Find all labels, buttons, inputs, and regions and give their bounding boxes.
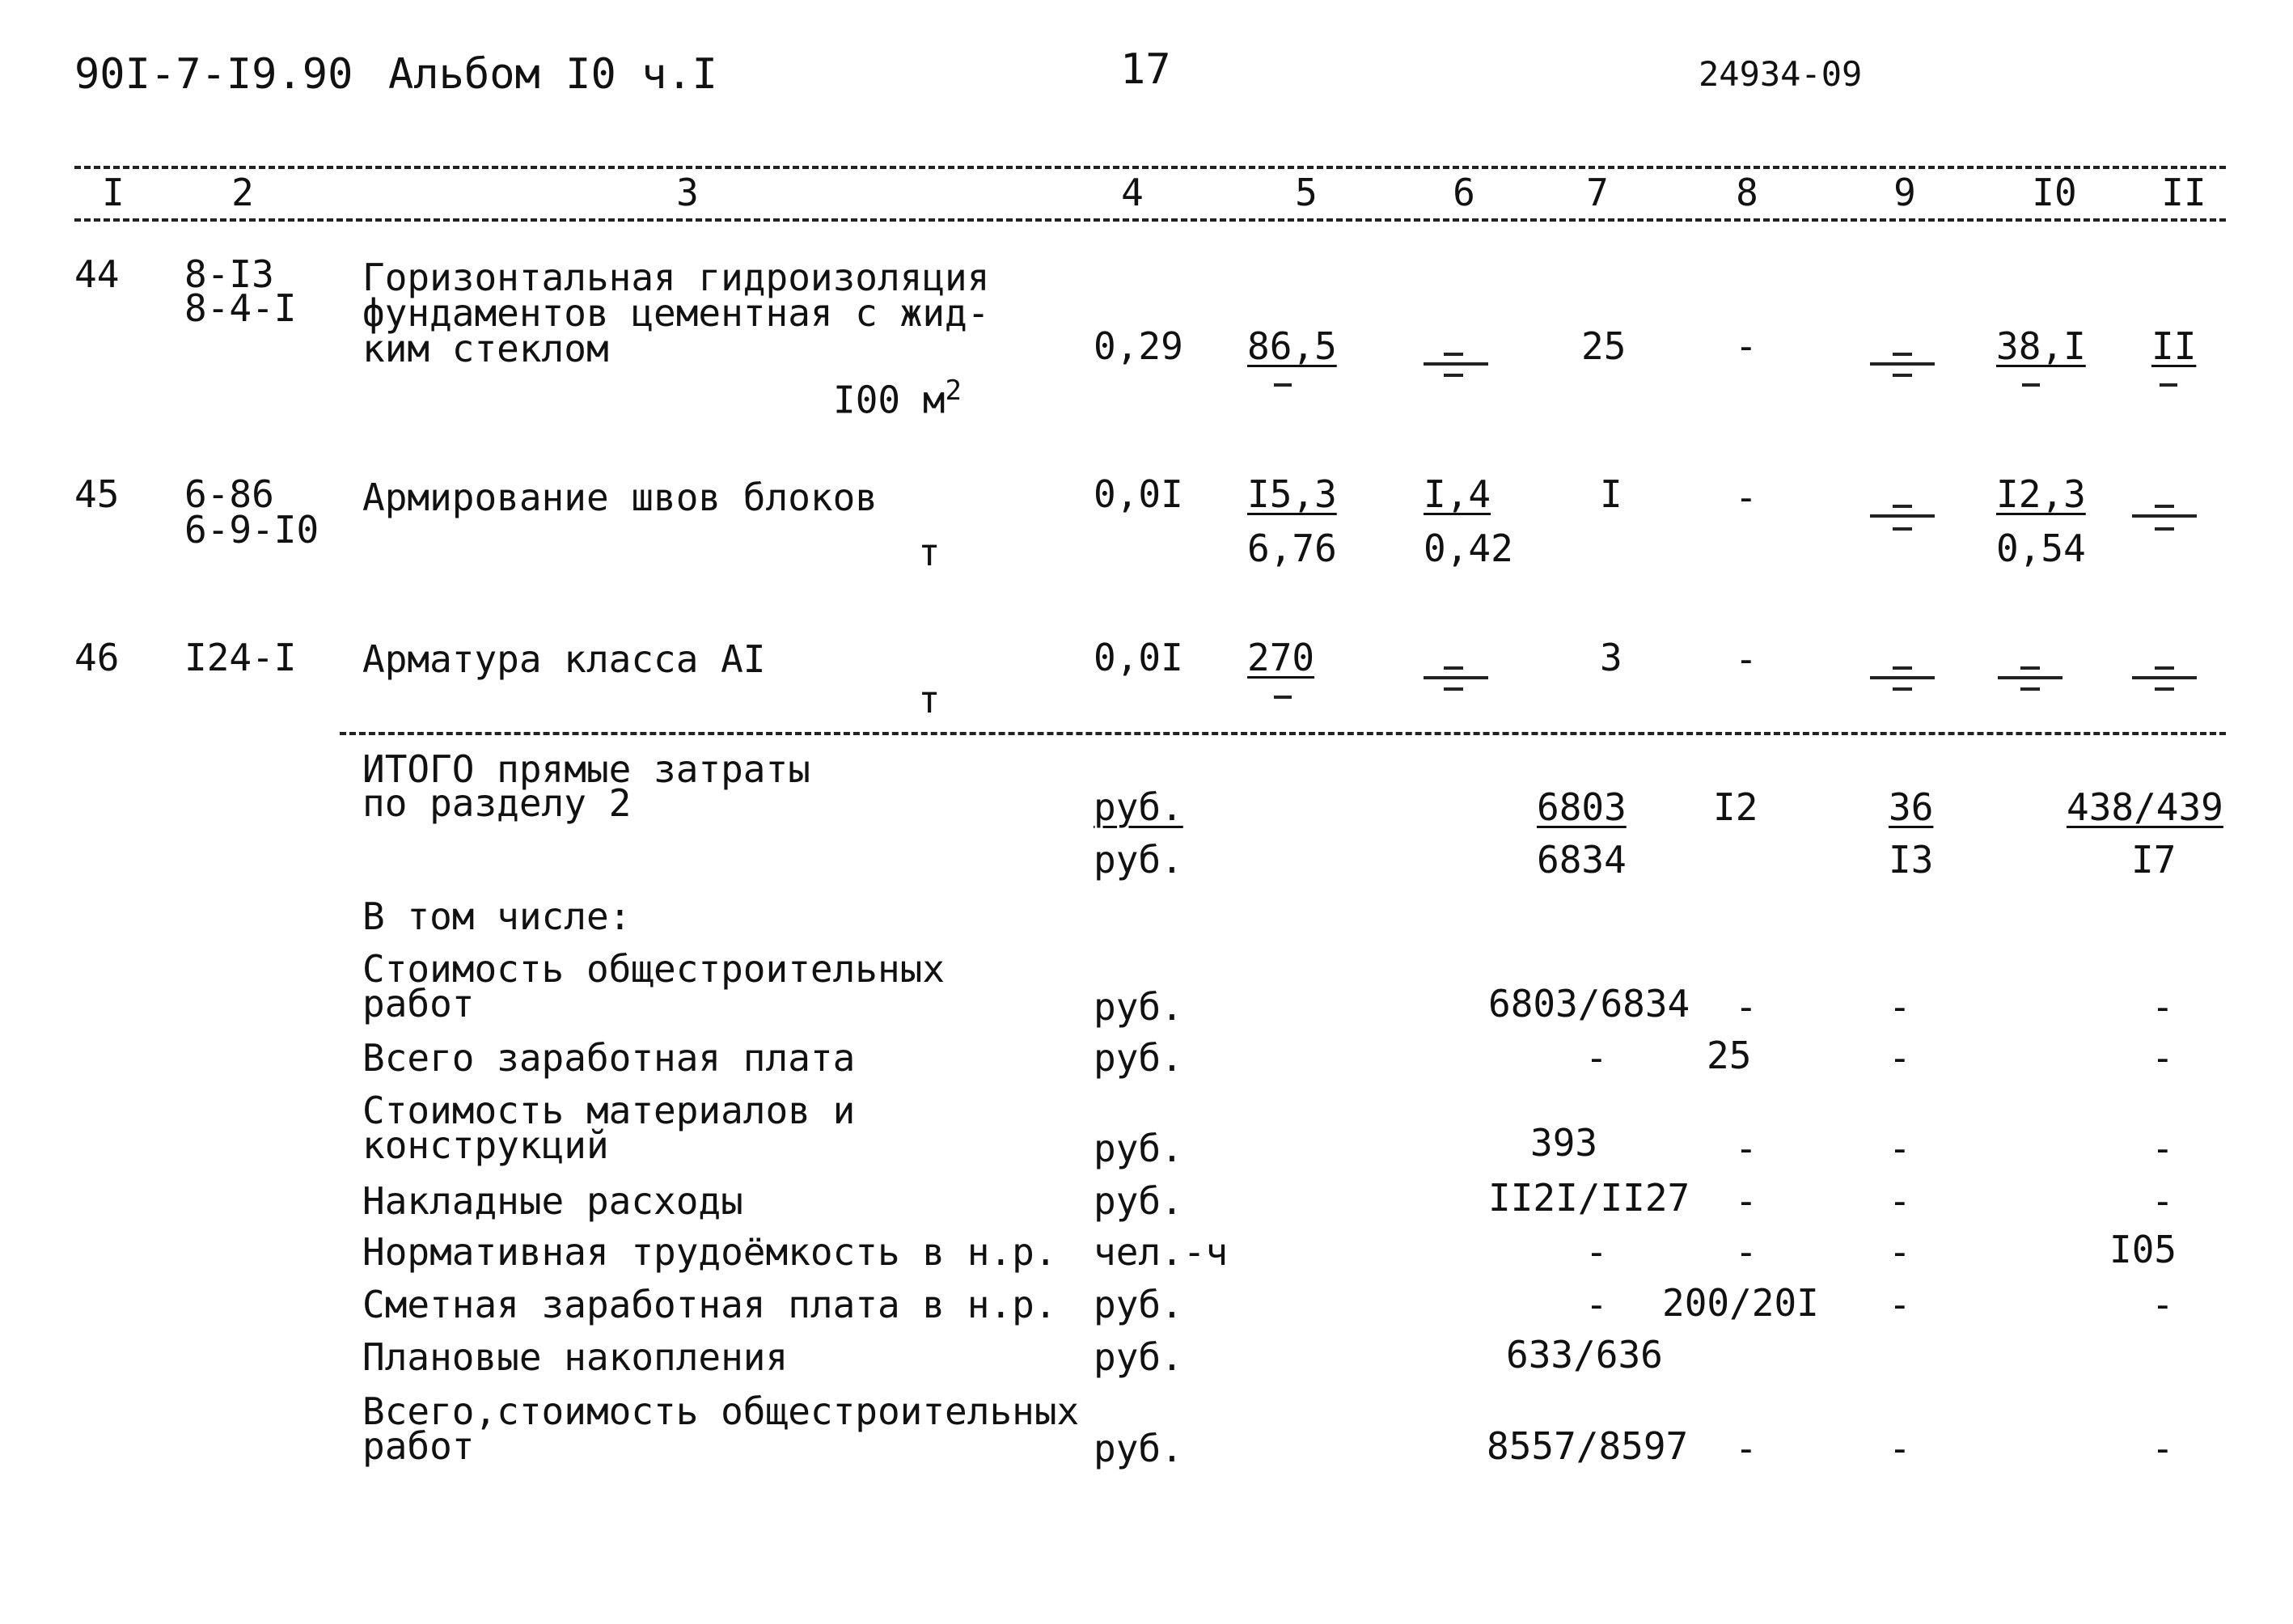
breakdown-col11: - [2151, 1427, 2174, 1470]
total-col7-value: 6803 [1537, 785, 1627, 829]
breakdown-unit: руб. [1094, 1036, 1183, 1080]
col4-value: 0,0I [1094, 636, 1183, 679]
col9-fraction-line [1870, 362, 1935, 366]
breakdown-col11: - [2151, 985, 2174, 1029]
column-header-6: 6 [1453, 171, 1475, 214]
col7-value: 25 [1581, 324, 1627, 368]
breakdown-label: Стоимость материалов и [362, 1089, 856, 1132]
column-header-11: II [2161, 171, 2206, 214]
col9-dash [1893, 666, 1912, 670]
breakdown-col8: - [1735, 1127, 1758, 1170]
col8-value: - [1735, 324, 1758, 368]
col8-value: - [1735, 476, 1758, 519]
col10-value: I2,3 [1996, 472, 2086, 516]
breakdown-label: Всего,стоимость общестроительных [362, 1389, 1080, 1433]
col6-second-value: 0,42 [1424, 527, 1513, 570]
col11-fraction-line [2132, 514, 2197, 518]
row-description: фундаментов цементная с жид- [362, 291, 990, 335]
col11-dash [2155, 666, 2174, 670]
breakdown-col11: - [2151, 1179, 2174, 1223]
breakdown-col9: - [1889, 1036, 1911, 1080]
col7-value: I [1600, 472, 1622, 516]
row-description: ким стеклом [362, 327, 609, 370]
row-description: Горизонтальная гидроизоляция [362, 256, 990, 299]
breakdown-col8: - [1735, 1230, 1758, 1274]
col4-value: 0,0I [1094, 472, 1183, 516]
total-col7-second-value: 6834 [1537, 838, 1627, 882]
breakdown-col9: - [1889, 1283, 1911, 1326]
col10-fraction-line [1998, 676, 2062, 679]
row-unit: т [918, 678, 941, 721]
breakdown-label: Сметная заработная плата в н.р. [362, 1283, 1057, 1326]
column-header-8: 8 [1736, 171, 1758, 214]
total-unit: руб. [1094, 838, 1183, 882]
breakdown-unit: руб. [1094, 1283, 1183, 1326]
col5-value: 86,5 [1247, 324, 1337, 368]
col8-value: - [1735, 637, 1758, 681]
col9-denominator-dash [1893, 687, 1912, 691]
column-header-3: 3 [676, 171, 699, 214]
column-header-9: 9 [1893, 171, 1916, 214]
col5-value: 270 [1247, 636, 1315, 679]
breakdown-label: конструкций [362, 1123, 609, 1167]
col5-denominator-dash [1274, 383, 1292, 387]
breakdown-col9: - [1889, 1427, 1911, 1470]
column-header-1: I [102, 171, 125, 214]
breakdown-col11: - [2151, 1283, 2174, 1326]
column-header-7: 7 [1586, 171, 1609, 214]
col9-dash [1893, 505, 1912, 508]
breakdown-col7: 8557/8597 [1487, 1424, 1689, 1468]
col10-second-value: 0,54 [1996, 527, 2086, 570]
col10-denominator-dash [2022, 383, 2040, 387]
breakdown-unit: чел.-ч [1094, 1230, 1229, 1274]
col6-dash [1444, 353, 1463, 356]
total-col9-value: 36 [1889, 785, 1934, 829]
row-number: 46 [74, 636, 120, 679]
breakdown-col9: - [1889, 1230, 1911, 1274]
col10-value: 38,I [1996, 324, 2086, 368]
total-label: ИТОГО прямые затраты [362, 747, 810, 791]
breakdown-col9: - [1889, 985, 1911, 1029]
breakdown-col8: - [1735, 1427, 1758, 1470]
row-unit: т [918, 531, 941, 574]
total-col8-value: I2 [1713, 785, 1758, 829]
breakdown-col8: - [1735, 1179, 1758, 1223]
header-bottom-rule [74, 218, 2226, 222]
col11-denominator-dash [2160, 383, 2177, 387]
breakdown-label: работ [362, 982, 475, 1026]
breakdown-label: Плановые накопления [362, 1335, 789, 1379]
row-code: 8-I3 [184, 252, 274, 296]
row-number: 44 [74, 252, 120, 296]
row-description: Армирование швов блоков [362, 476, 878, 519]
breakdown-unit: руб. [1094, 1127, 1183, 1170]
row-code: I24-I [184, 636, 297, 679]
col9-denominator-dash [1893, 374, 1912, 377]
breakdown-col11: - [2151, 1036, 2174, 1080]
breakdown-col11: I05 [2109, 1228, 2177, 1271]
row-number: 45 [74, 472, 120, 516]
col6-value: I,4 [1424, 472, 1491, 516]
breakdown-col11: - [2151, 1127, 2174, 1170]
total-col9-second-value: I3 [1889, 838, 1934, 882]
breakdown-unit: руб. [1094, 1427, 1183, 1470]
breakdown-unit: руб. [1094, 1179, 1183, 1223]
column-header-5: 5 [1295, 171, 1318, 214]
col6-denominator-dash [1444, 374, 1463, 377]
column-header-4: 4 [1121, 171, 1144, 214]
column-header-2: 2 [231, 171, 254, 214]
breakdown-col7: - [1585, 1230, 1608, 1274]
breakdown-col9: - [1889, 1179, 1911, 1223]
header-top-rule [74, 166, 2226, 169]
breakdown-col7: 393 [1530, 1121, 1598, 1165]
col5-denominator-dash [1274, 696, 1292, 699]
page-number: 17 [1120, 45, 1171, 94]
col4-value: 0,29 [1094, 324, 1183, 368]
col5-value: I5,3 [1247, 472, 1337, 516]
breakdown-col7: - [1585, 1036, 1608, 1080]
archive-stamp: 24934-09 [1699, 54, 1863, 94]
breakdown-label: работ [362, 1424, 475, 1468]
breakdown-col7: 6803/6834 [1488, 982, 1690, 1026]
total-label: по разделу 2 [362, 781, 632, 825]
breakdown-col8: - [1735, 985, 1758, 1029]
totals-separator [340, 732, 2226, 735]
breakdown-col7: - [1585, 1283, 1608, 1326]
total-col11-value: 438/439 [2067, 785, 2223, 829]
total-col11-second-value: I7 [2131, 838, 2177, 882]
col11-denominator-dash [2155, 687, 2174, 691]
breakdown-col9: - [1889, 1127, 1911, 1170]
col5-second-value: 6,76 [1247, 527, 1337, 570]
col11-dash [2155, 505, 2174, 508]
row-code: 8-4-I [184, 286, 297, 330]
total-unit: руб. [1094, 785, 1183, 829]
breakdown-col8: 200/20I [1662, 1281, 1819, 1325]
row-code: 6-9-I0 [184, 508, 319, 552]
col11-value: II [2151, 324, 2197, 368]
breakdown-label: Всего заработная плата [362, 1036, 856, 1080]
breakdown-col7: 633/636 [1506, 1333, 1663, 1377]
row-unit: I00 $м^2$ [833, 374, 962, 422]
breakdown-col8: 25 [1707, 1034, 1752, 1077]
breakdown-unit: руб. [1094, 1335, 1183, 1379]
document-code: 90I-7-I9.90 [74, 50, 353, 99]
column-header-10: I0 [2032, 171, 2077, 214]
col6-denominator-dash [1444, 687, 1463, 691]
breakdown-label: Накладные расходы [362, 1179, 743, 1223]
album-label: Альбом I0 ч.I [388, 50, 717, 99]
col6-dash [1444, 666, 1463, 670]
col10-dash [2020, 666, 2040, 670]
row-code: 6-86 [184, 472, 274, 516]
col9-fraction-line [1870, 514, 1935, 518]
breakdown-col7: II2I/II27 [1488, 1176, 1690, 1220]
col9-denominator-dash [1893, 527, 1912, 531]
col7-value: 3 [1600, 636, 1622, 679]
col9-dash [1893, 353, 1912, 356]
col10-denominator-dash [2020, 687, 2040, 691]
col9-fraction-line [1870, 676, 1935, 679]
breakdown-label: Стоимость общестроительных [362, 947, 946, 991]
breakdown-label: Нормативная трудоёмкость в н.р. [362, 1230, 1057, 1274]
col11-denominator-dash [2155, 527, 2174, 531]
breakdown-unit: руб. [1094, 985, 1183, 1029]
col6-fraction-line [1424, 362, 1488, 366]
including-label: В том числе: [362, 894, 632, 938]
row-description: Арматура класса AI [362, 637, 766, 681]
col6-fraction-line [1424, 676, 1488, 679]
col11-fraction-line [2132, 676, 2197, 679]
